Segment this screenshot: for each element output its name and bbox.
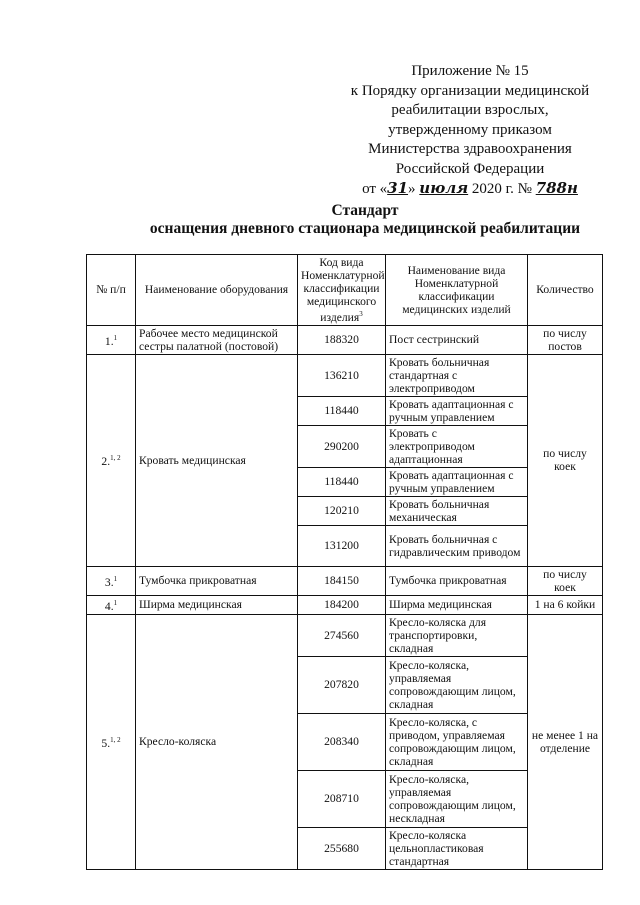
table-row: [87, 325, 603, 354]
footnote-mark: 1, 2: [110, 454, 121, 463]
footnote-mark: 3: [359, 310, 363, 318]
kind-code: 208340: [298, 713, 386, 770]
date-year: 2020 г. №: [468, 181, 536, 197]
row-number: [87, 614, 136, 869]
kind-code: 118440: [298, 396, 386, 425]
header-line: Российской Федерации: [395, 160, 545, 177]
row-number: [87, 566, 136, 595]
kind-name: Ширма медицинская: [386, 595, 528, 614]
kind-name: Кровать больничная механическая: [386, 496, 528, 525]
kind-name: Кровать больничная стандартная с электроприводом: [386, 354, 528, 396]
date-month: июля: [419, 179, 469, 197]
footnote-mark: 1: [113, 598, 118, 607]
kind-code: 188320: [298, 325, 386, 354]
equipment-table: [86, 254, 603, 870]
kind-name: Кровать больничная с гидравлическим приводом: [386, 525, 528, 566]
header-line: к Порядку организации медицинской: [350, 82, 590, 99]
kind-code: 274560: [298, 614, 386, 656]
document-header: [340, 62, 600, 200]
kind-name: Кресло-коляска цельнопластиковая стандартная: [386, 827, 528, 869]
row-number-text: 5.: [101, 736, 111, 750]
document-title: [140, 202, 590, 238]
title-line-2: оснащения дневного стационара медицинской реабилитации: [149, 220, 581, 237]
row-number: [87, 325, 136, 354]
equipment-name: Кресло-коляска: [136, 614, 298, 869]
quantity: не менее 1 на отделение: [528, 614, 603, 869]
kind-code: 255680: [298, 827, 386, 869]
kind-name: Кресло-коляска, управляемая сопровождающим лицом, нескладная: [386, 770, 528, 827]
table-row: [87, 354, 603, 396]
equipment-name: Рабочее место медицинской сестры палатной (постовой): [136, 325, 298, 354]
row-number-text: 4.: [104, 599, 114, 613]
title-line-1: Стандарт: [331, 202, 399, 219]
header-line: утвержденному приказом: [388, 121, 552, 138]
kind-name: Кресло-коляска, с приводом, управляемая сопровождающим лицом, складная: [386, 713, 528, 770]
kind-name: Тумбочка прикроватная: [386, 566, 528, 595]
kind-code: 184150: [298, 566, 386, 595]
kind-name: Пост сестринский: [386, 325, 528, 354]
kind-name: Кровать адаптационная с ручным управлением: [386, 396, 528, 425]
header-code-text: Код вида Номенклатурной классификации медицинского изделия: [301, 256, 385, 324]
header-code: [298, 255, 386, 326]
footnote-mark: 1: [113, 333, 118, 342]
kind-name: Кресло-коляска для транспортировки, складная: [386, 614, 528, 656]
header-line: Министерства здравоохранения: [368, 141, 572, 157]
kind-code: 290200: [298, 425, 386, 467]
quantity: по числу коек: [528, 354, 603, 566]
kind-code: 120210: [298, 496, 386, 525]
table-row: [87, 595, 603, 614]
equipment-name: Кровать медицинская: [136, 354, 298, 566]
kind-code: 184200: [298, 595, 386, 614]
date-mid: »: [408, 181, 420, 197]
kind-code: 118440: [298, 467, 386, 496]
row-number-text: 3.: [104, 575, 114, 589]
date-day: 31: [387, 179, 409, 197]
row-number-text: 2.: [101, 455, 111, 469]
order-date-line: [340, 179, 600, 200]
kind-code: 131200: [298, 525, 386, 566]
kind-code: 207820: [298, 656, 386, 713]
equipment-name: Тумбочка прикроватная: [136, 566, 298, 595]
table-row: [87, 614, 603, 656]
header-name: Наименование оборудования: [136, 255, 298, 326]
quantity: по числу коек: [528, 566, 603, 595]
order-number: 788н: [535, 179, 578, 197]
kind-code: 208710: [298, 770, 386, 827]
footnote-mark: 1, 2: [110, 735, 121, 744]
row-number: [87, 354, 136, 566]
header-line: Приложение № 15: [411, 63, 529, 79]
row-number: [87, 595, 136, 614]
quantity: 1 на 6 койки: [528, 595, 603, 614]
date-prefix: от «: [362, 181, 388, 197]
header-qty: Количество: [528, 255, 603, 326]
row-number-text: 1.: [104, 334, 114, 348]
kind-name: Кровать с электроприводом адаптационная: [386, 425, 528, 467]
quantity: по числу постов: [528, 325, 603, 354]
table-row: [87, 566, 603, 595]
table-header-row: [87, 255, 603, 326]
header-num: № п/п: [87, 255, 136, 326]
equipment-name: Ширма медицинская: [136, 595, 298, 614]
kind-name: Кровать адаптационная с ручным управлением: [386, 467, 528, 496]
header-line: реабилитации взрослых,: [391, 102, 549, 118]
kind-code: 136210: [298, 354, 386, 396]
kind-name: Кресло-коляска, управляемая сопровождающим лицом, складная: [386, 656, 528, 713]
footnote-mark: 1: [113, 574, 118, 583]
header-kind: Наименование вида Номенклатурной классификации медицинских изделий: [386, 255, 528, 326]
